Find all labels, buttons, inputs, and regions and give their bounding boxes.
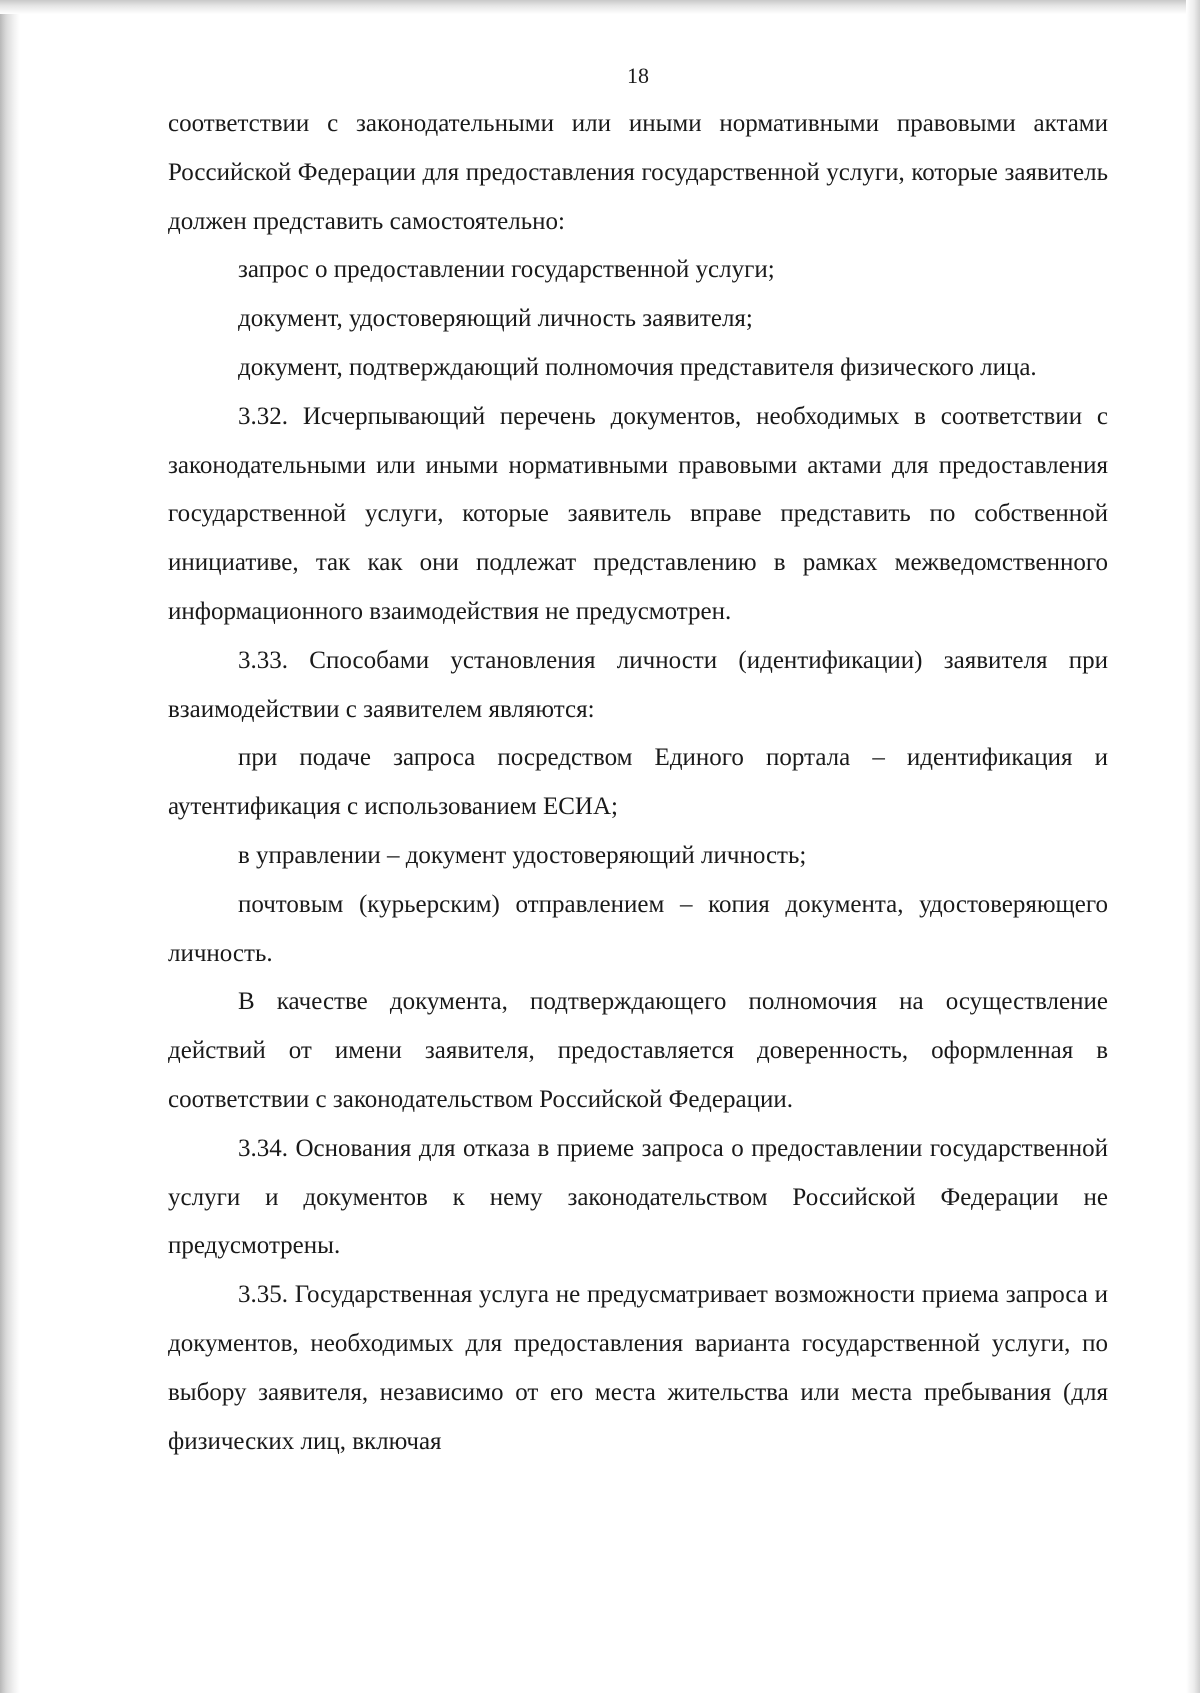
- scan-edge-right: [1186, 0, 1200, 1693]
- list-item-postal: почтовым (курьерским) отправлением – копия документа, удостоверяющего личность.: [168, 890, 1108, 967]
- list-item-authority-document: документ, подтверждающий полномочия представителя физического лица.: [238, 353, 1037, 381]
- paragraph-3-33: 3.33. Способами установления личности (идентификации) заявителя при взаимодействии с заявителем являются:: [168, 646, 1108, 723]
- list-item-request: запрос о предоставлении государственной услуги;: [238, 256, 775, 284]
- paragraph-continuation: соответствии с законодательными или иными нормативными правовыми актами Российской Федерации для предоставления государственной услуги, которые заявитель должен представить самостоятельно:: [168, 110, 1108, 235]
- scan-edge-top: [0, 0, 1200, 14]
- page-number: 18: [627, 63, 649, 88]
- paragraph-3-32: 3.32. Исчерпывающий перечень документов, необходимых в соответствии с законодательными или иными нормативными правовыми актами для предоставления государственной услуги, которые заявитель вправе представить по собственной инициативе, так как они подлежат представлению в рамках межведомственного информационного взаимодействия не предусмотрен.: [168, 402, 1108, 625]
- paragraph-3-35: 3.35. Государственная услуга не предусматривает возможности приема запроса и документов, необходимых для предоставления варианта государственной услуги, по выбору заявителя, независимо от его места жительства или места пребывания (для физических лиц, включая: [168, 1281, 1108, 1455]
- document-page: [168, 52, 1108, 1466]
- list-item-portal: при подаче запроса посредством Единого портала – идентификация и аутентификация с использованием ЕСИА;: [168, 744, 1108, 821]
- list-item-office: в управлении – документ удостоверяющий личность;: [238, 841, 807, 869]
- paragraph-power-of-attorney: В качестве документа, подтверждающего полномочия на осуществление действий от имени заявителя, предоставляется доверенность, оформленная в соответствии с законодательством Российской Федерации.: [168, 988, 1108, 1113]
- scan-edge-left: [0, 0, 20, 1693]
- list-item-identity-document: документ, удостоверяющий личность заявителя;: [238, 305, 753, 333]
- paragraph-3-34: 3.34. Основания для отказа в приеме запроса о предоставлении государственной услуги и документов к нему законодательством Российской Федерации не предусмотрены.: [168, 1134, 1108, 1260]
